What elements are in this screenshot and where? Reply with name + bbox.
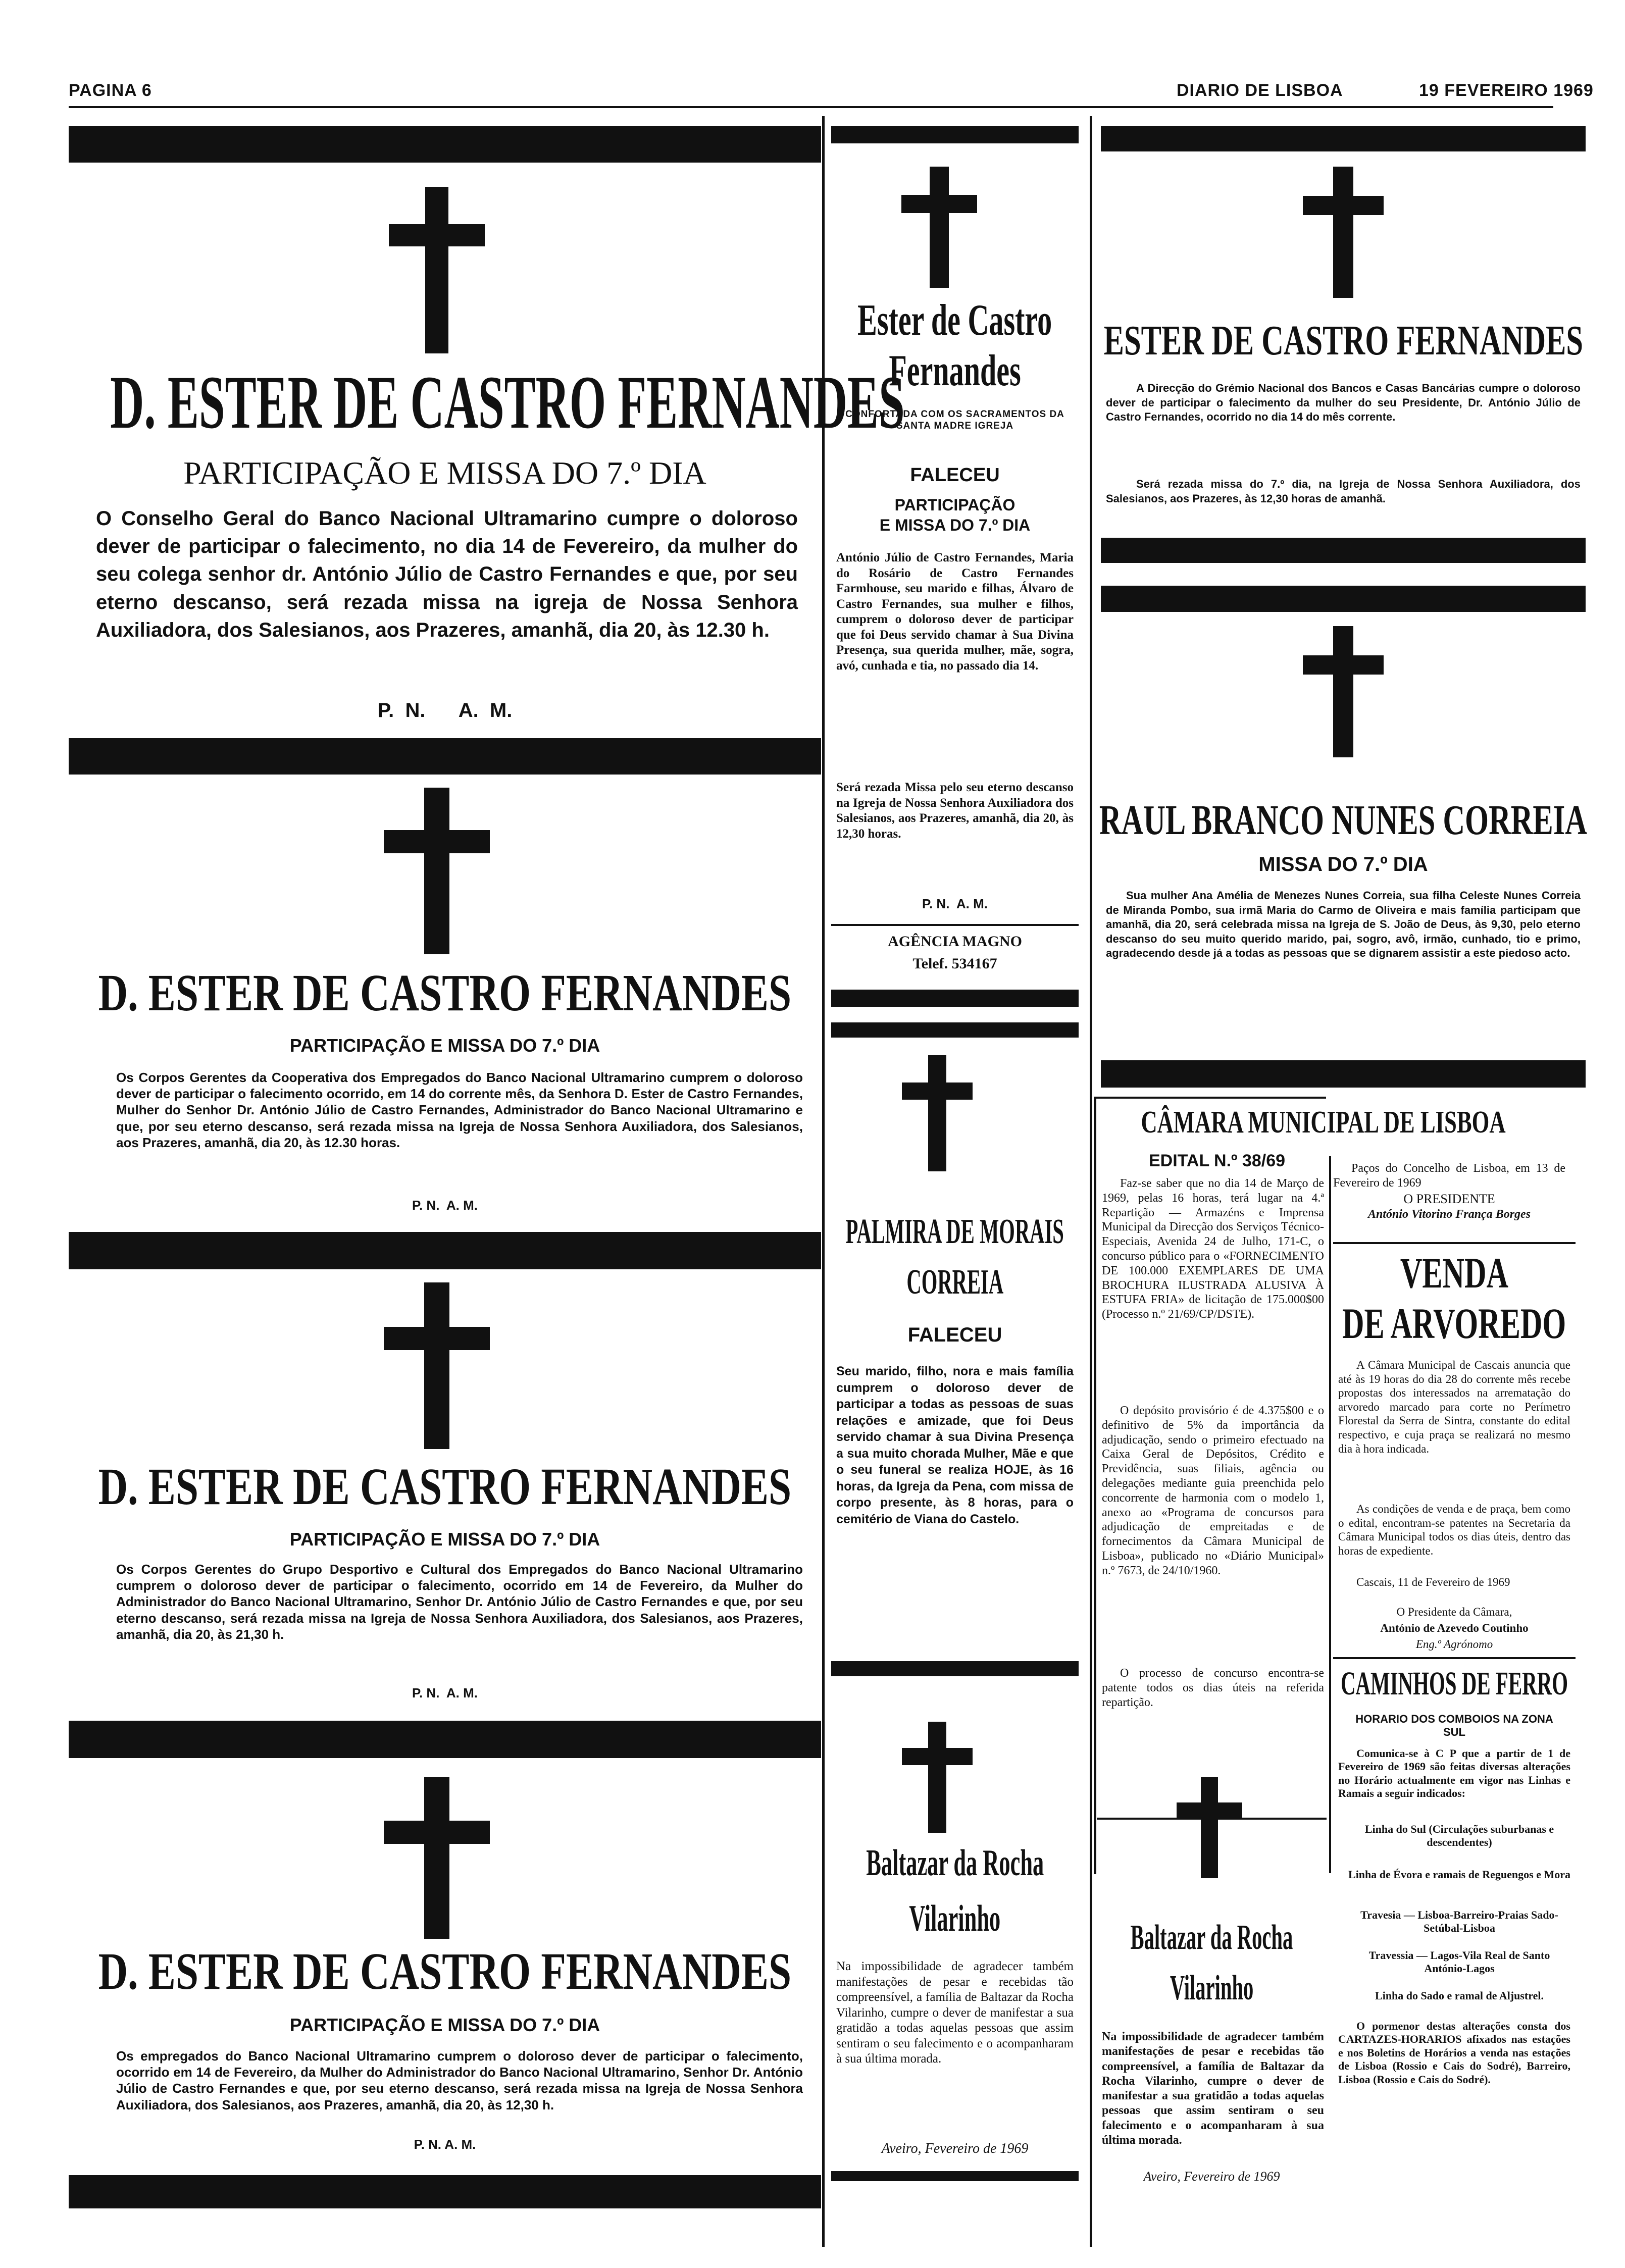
deceased-name: D. ESTER DE CASTRO FERNANDES [98, 964, 792, 1022]
ad-body: Na impossibilidade de agradecer também manifestações de pesar e recebidas tão compreensível, a família de Baltazar da Rocha Vilarinho, cumpre o dever de manifestar a sua gratidão a todas aquelas pessoas que assim sentiram o seu falecimento e o acompanharam à sua última morada. [836, 1960, 1074, 2066]
ad-initials: P. N. A. M. [414, 2137, 476, 2152]
column-divider [1329, 1156, 1331, 1873]
ad-body: Sua mulher Ana Amélia de Menezes Nunes Correia, sua filha Celeste Nunes Correia de Miranda Pombo, sua irmã Maria do Carmo de Oliveira e mais família participam que amanhã, dia 20, será celebrada missa na Igreja de S. João de Deus, às 9,30, pelo eterno descanso do seu muito querido marido, pai, sogro, avô, irmão, cunhado, tio e primo, agradecendo desde já a todas as pessoas que se dignarem assistir a este piedoso acto. [1106, 889, 1581, 960]
ad-body: Seu marido, filho, nora e mais família cumprem o doloroso dever de participar a todas as pessoas de suas relações e amizade, que foi Deus servido chamar à sua Divina Presença a sua muito chorada Mulher, Mãe e que o seu funeral se realiza HOJE, às 16 horas, da Igreja da Pena, com missa de corpo presente, às 8 horas, para o cemitério de Viana do Castelo. [836, 1364, 1074, 1526]
deceased-name: RAUL BRANCO NUNES CORREIA [1099, 797, 1588, 844]
header-rule [69, 106, 1553, 108]
notice-subtitle: HORARIO DOS COMBOIOS NA ZONA SUL [1355, 1713, 1553, 1739]
cross-icon [384, 1777, 490, 1939]
notice-title-line1: VENDA [1400, 1249, 1509, 1297]
black-band [69, 2175, 821, 2208]
agency-phone: Telef. 534167 [912, 955, 997, 972]
black-band [831, 1022, 1079, 1038]
cross-icon [902, 1722, 973, 1833]
notice-title-line2: DE ARVOREDO [1342, 1299, 1566, 1348]
cross-icon [902, 1055, 973, 1171]
black-band [1101, 1060, 1586, 1088]
railway-line-item: Linha de Évora e ramais de Reguengos e Mora [1348, 1868, 1570, 1881]
black-band [1101, 538, 1586, 563]
ad-initials: P. N. A. M. [922, 896, 988, 911]
ad-subtitle: PARTICIPAÇÃO E MISSA DO 7.º DIA [289, 2015, 600, 2035]
deceased-name-line1: Ester de Castro [857, 296, 1052, 345]
ad-subtitle: PARTICIPAÇÃO E MISSA DO 7.º DIA [183, 455, 706, 491]
ad-initials: P. N. A. M. [412, 1198, 478, 1213]
divider [1333, 1242, 1576, 1244]
deceased-name: ESTER DE CASTRO FERNANDES [1103, 317, 1583, 364]
deceased-name-line2: CORREIA [906, 1263, 1003, 1302]
black-band [831, 126, 1079, 143]
black-band [69, 1232, 821, 1269]
ad-body: A Direcção do Grémio Nacional dos Bancos e Casas Bancárias cumpre o doloroso dever de participar o falecimento da mulher do seu Presidente, Dr. António Júlio de Castro Fernandes, ocorrido no dia 14 do mês corrente. [1106, 382, 1581, 424]
ad-subtitle: PARTICIPAÇÃO E MISSA DO 7.º DIA [289, 1035, 600, 1056]
railway-line-item: Travesia — Lisboa-Barreiro-Praias Sado-Setúbal-Lisboa [1360, 1909, 1558, 1935]
divider [831, 924, 1079, 926]
railway-line-item: Linha do Sul (Circulações suburbanas e descendentes) [1364, 1823, 1554, 1849]
signature-label: O Presidente da Câmara, [1396, 1606, 1512, 1618]
president-label: O PRESIDENTE [1403, 1192, 1495, 1206]
president-name: António Vitorino França Borges [1367, 1208, 1531, 1221]
deceased-name: D. ESTER DE CASTRO FERNANDES [98, 1458, 792, 1516]
deceased-name-line1: PALMIRA DE MORAIS [845, 1212, 1064, 1251]
issue-date: 19 FEVEREIRO 1969 [1419, 81, 1594, 100]
railway-line-item: Travessia — Lagos-Vila Real de Santo António-Lagos [1368, 1949, 1550, 1975]
cross-icon [1303, 626, 1384, 757]
deceased-name-line2: Vilarinho [1170, 1969, 1254, 2007]
ad-initials: P. N. A. M. [412, 1685, 478, 1700]
black-band [69, 126, 821, 163]
sacraments-note: CONFORTADA COM OS SACRAMENTOS DA SANTA MADRE IGREJA [845, 409, 1064, 431]
black-band [69, 1721, 821, 1758]
box-border [1094, 1097, 1096, 1874]
ad-body: António Júlio de Castro Fernandes, Maria do Rosário de Castro Fernandes Farmhouse, seu marido e filhas, Álvaro de Castro Fernandes, sua mulher e filhos, cumprem o doloroso dever de participar que foi Deus servido chamar à Sua Divina Presença, sua querida mulher, mãe, sogra, avó, cunhada e tia, no passado dia 14. [836, 551, 1074, 673]
deceased-name: D. ESTER DE CASTRO FERNANDES [98, 1942, 792, 2000]
notice-paragraph: Paços do Concelho de Lisboa, em 13 de Fevereiro de 1969 [1333, 1162, 1565, 1190]
notice-paragraph: O processo de concurso encontra-se patente todos os dias úteis na referida repartição. [1102, 1667, 1324, 1709]
black-band [69, 738, 821, 775]
faleceu-label: FALECEU [910, 465, 1000, 486]
deceased-name: D. ESTER DE CASTRO FERNANDES [110, 360, 905, 444]
agency-name: AGÊNCIA MAGNO [888, 933, 1022, 950]
black-band [1101, 586, 1586, 612]
ad-body: Será rezada missa do 7.º dia, na Igreja de Nossa Senhora Auxiliadora, dos Salesianos, aos Prazeres, às 12,30 horas de amanhã. [1106, 478, 1581, 505]
box-border [1094, 1097, 1326, 1099]
cross-icon [901, 167, 977, 288]
page-number: PAGINA 6 [69, 81, 152, 100]
ad-body: Na impossibilidade de agradecer também manifestações de pesar e recebidas tão compreensível, a família de Baltazar da Rocha Vilarinho, cumpre o dever de manifestar a sua gratidão a todas aquelas pessoas que assim sentiram o seu falecimento e o acompanharam à sua última morada. [1102, 2030, 1324, 2147]
cross-icon [1303, 167, 1384, 298]
deceased-name-line1: Baltazar da Rocha [866, 1842, 1044, 1884]
divider [1333, 1657, 1576, 1659]
signature-role: Eng.º Agrónomo [1415, 1638, 1493, 1651]
ad-initials: P. N. A. M. [377, 699, 513, 721]
notice-date: Cascais, 11 de Fevereiro de 1969 [1356, 1576, 1510, 1588]
ad-signature: Aveiro, Fevereiro de 1969 [881, 2141, 1029, 2156]
ad-body: Os empregados do Banco Nacional Ultramarino cumprem o doloroso dever de participar o falecimento, ocorrido em 14 de Fevereiro, da Mulher do Administrador do Banco Nacional Ultramarino, Senhor Dr. António Júlio de Castro Fernandes e que, por seu eterno descanso, será rezada missa na Igreja de Nossa Senhora Auxiliadora, dos Salesianos, aos Prazeres, amanhã, dia 20, às 12,30 h. [116, 2048, 803, 2112]
notice-paragraph: A Câmara Municipal de Cascais anuncia que até às 19 horas do dia 28 do corrente mês recebe propostas dos interessados na arrematação do arvoredo marcado para corte no Perímetro Florestal da Serra de Sintra, constante do edital respectivo, e cuja praça se realizará no mesmo dia à hora indicada. [1338, 1359, 1570, 1455]
railway-line-item: Linha do Sado e ramal de Aljustrel. [1375, 1989, 1544, 2002]
notice-paragraph: Comunica-se à C P que a partir de 1 de Fevereiro de 1969 são feitas diversas alterações no Horário actualmente em vigor nas Linhas e Ramais a seguir indicados: [1338, 1747, 1570, 1800]
ad-signature: Aveiro, Fevereiro de 1969 [1143, 2169, 1280, 2184]
notice-title: CÂMARA MUNICIPAL DE LISBOA [1140, 1105, 1506, 1140]
ad-body: Será rezada Missa pelo seu eterno descanso na Igreja de Nossa Senhora Auxiliadora dos Salesianos, aos Prazeres, amanhã, dia 20, às 12,30 horas. [836, 781, 1074, 841]
notice-title: CAMINHOS DE FERRO [1340, 1665, 1568, 1702]
black-band [831, 990, 1079, 1007]
cross-icon [384, 1282, 490, 1449]
signature-name: António de Azevedo Coutinho [1380, 1622, 1529, 1634]
newspaper-name: DIARIO DE LISBOA [1177, 81, 1343, 100]
deceased-name-line2: Vilarinho [909, 1898, 1001, 1939]
notice-paragraph: Faz-se saber que no dia 14 de Março de 1969, pelas 16 horas, terá lugar na 4.ª Repartição — Armazéns e Imprensa Municipal da Direcção dos Serviços Técnico-Especiais, Avenida 24 de Julho, 171-C, o concurso público para o «FORNECIMENTO DE 100.000 EXEMPLARES DE UMA BROCHURA ILUSTRADA ALUSIVA À ESTUFA FRIA» de licitação de 175.000$00 (Processo n.º 21/69/CP/DSTE). [1102, 1177, 1324, 1321]
deceased-name-line2: Fernandes [889, 346, 1021, 395]
cross-icon [389, 187, 485, 353]
ad-subtitle: PARTICIPAÇÃO E MISSA DO 7.º DIA [289, 1529, 600, 1550]
ad-body: O Conselho Geral do Banco Nacional Ultramarino cumpre o doloroso dever de participar o falecimento, no dia 14 de Fevereiro, da mulher do seu colega senhor dr. António Júlio de Castro Fernandes e que, por seu eterno descanso, será rezada missa na igreja de Nossa Senhora Auxiliadora, dos Salesianos, aos Prazeres, amanhã, dia 20, às 12.30 h. [96, 507, 798, 641]
cross-icon [1177, 1777, 1242, 1878]
deceased-name-line1: Baltazar da Rocha [1130, 1918, 1293, 1957]
ad-subtitle: E MISSA DO 7.º DIA [879, 516, 1031, 534]
faleceu-label: FALECEU [907, 1324, 1002, 1346]
ad-subtitle: MISSA DO 7.º DIA [1258, 853, 1428, 875]
ad-body: Os Corpos Gerentes do Grupo Desportivo e Cultural dos Empregados do Banco Nacional Ultramarino cumprem o doloroso dever de participar o falecimento, ocorrido em 14 de Fevereiro, da Mulher do Administrador do Banco Nacional Ultramarino, Senhor Dr. António Júlio de Castro Fernandes e que, por seu eterno descanso, será rezada missa na Igreja de Nossa Senhora Auxiliadora, dos Salesianos, aos Prazeres, amanhã, dia 20, às 21,30 h. [116, 1562, 803, 1642]
ad-body: Os Corpos Gerentes da Cooperativa dos Empregados do Banco Nacional Ultramarino cumprem o doloroso dever de participar o falecimento ocorrido, em 14 do corrente mês, da Senhora D. Ester de Castro Fernandes, Mulher do Senhor Dr. António Júlio de Castro Fernandes, Administrador do Banco Nacional Ultramarino e que, por seu eterno descanso, será rezada missa na Igreja de Nossa Senhora Auxiliadora, dos Salesianos, aos Prazeres, amanhã, dia 20, às 12.30 horas. [116, 1070, 803, 1150]
cross-icon [384, 788, 490, 954]
notice-paragraph: As condições de venda e de praça, bem como o edital, encontram-se patentes na Secretaria da Câmara Municipal todos os dias úteis, dentro das horas de expediente. [1338, 1503, 1570, 1557]
edital-number: EDITAL N.º 38/69 [1148, 1151, 1286, 1170]
notice-paragraph: O pormenor destas alterações consta dos CARTAZES-HORARIOS afixados nas estações e nos Boletins de Horários a venda nas estações de Lisboa (Rossio e Cais do Sodré), Barreiro, Lisboa (Rossio e Cais do Sodré). [1338, 2020, 1570, 2086]
notice-paragraph: O depósito provisório é de 4.375$00 e o definitivo de 5% da importância da adjudicação, sendo o primeiro efectuado na Caixa Geral de Depósitos, Crédito e Previdência, suas filiais, agência ou delegações mediante guia preenchida pelo concorrente de harmonia com o modelo 1, anexo ao «Programa de concursos para adjudicação de empreitadas e de fornecimentos da Câmara Municipal de Lisboa», publicado no «Diário Municipal» n.º 7673, de 24/10/1960. [1102, 1404, 1324, 1577]
black-band [831, 2171, 1079, 2181]
black-band [1101, 126, 1586, 151]
column-divider [1090, 116, 1092, 2247]
ad-subtitle: PARTICIPAÇÃO [894, 496, 1015, 514]
black-band [831, 1661, 1079, 1676]
